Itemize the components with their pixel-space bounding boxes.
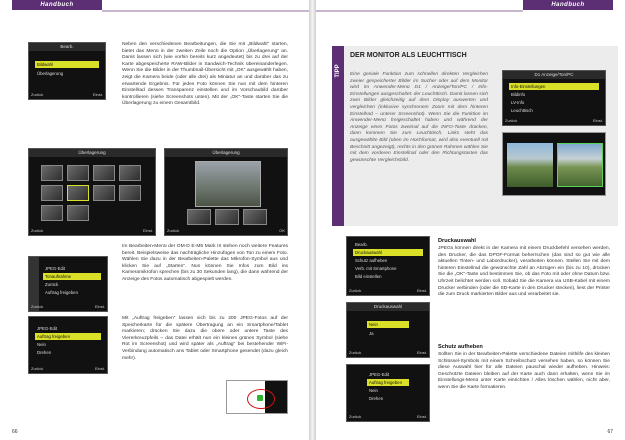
footer-set: Einst. xyxy=(94,304,105,309)
footer-back: Zurück xyxy=(31,228,44,233)
page-number: 66 xyxy=(12,429,18,435)
footer-back: Zurück xyxy=(167,228,180,233)
info-settings-screenshot xyxy=(502,70,606,126)
playback-screenshot xyxy=(226,380,288,414)
menu-row: Überlagerung xyxy=(37,71,64,76)
footer-set: Einst. xyxy=(92,92,103,97)
thumbnail xyxy=(215,209,239,225)
thumbnail xyxy=(243,209,267,225)
share-order-icon xyxy=(257,395,263,401)
screen-footer xyxy=(349,413,427,420)
menu-row: Drehen xyxy=(37,350,52,355)
screen-title: Druckauswahl xyxy=(347,303,429,311)
menu-row: JPEG-Edit xyxy=(37,326,58,331)
tip-box xyxy=(332,46,618,226)
menu-row: Auftrag freigeben xyxy=(367,379,409,386)
menu-row: Zurück xyxy=(45,282,59,287)
footer-back: Zurück xyxy=(31,92,44,97)
screen-footer xyxy=(31,365,105,372)
thumbnail xyxy=(93,165,115,181)
menu-row: Druckauswahl xyxy=(353,249,423,256)
share-order-screenshot xyxy=(28,316,108,374)
footer-set: Einst. xyxy=(592,118,603,123)
footer-back: Zurück xyxy=(31,366,44,371)
protect-screenshot xyxy=(346,364,430,422)
features-paragraph: Im Bearbeiten-Menü der OM-D E-M5 Mark III stehen noch weitere Features bereit. Beispielsweise das nachträgliche Hinzufügen von Ton zu einem Foto. Wählen Sie dazu in der Bearbeiten-Palette das Mikrofon-Symbol aus und klicken Sie auf „Starten“. Nun können Sie Infos zum Bild ins Kameramikrofon sprechen (bis zu 30 Sekunden lang), die dann während der Anzeige des Fotos automatisch abgespielt werden. xyxy=(122,244,288,282)
menu-row: Bildwahl xyxy=(35,61,99,68)
footer-back: Zurück xyxy=(349,350,362,355)
schutz-paragraph: Sollten Sie in der Bearbeiten-Palette verschiedene Dateien mithilfe des kleinen Schlüssel-Symbols mit einem Schreibschutz versehen haben, so können Sie diese Auswahl hier für alle Dateien pauschal wieder aufheben. Hinweis: Geschützte Dateien bleiben auf der Karte auch dann erhalten, wenn Sie im Einstellungs-Menü unter Karte einrichten / Alles löschen wählen, nicht aber, wenn Sie die Karte formatieren. xyxy=(438,352,610,390)
page-number: 67 xyxy=(607,429,613,435)
edit-palette-screenshot xyxy=(28,256,108,312)
thumbnail xyxy=(187,209,211,225)
menu-screenshot-bearbeiten xyxy=(28,42,106,100)
menu-row: Ja xyxy=(369,331,374,336)
footer-set: Einst. xyxy=(142,228,153,233)
tip-sidebar xyxy=(332,46,344,226)
menu-row: Nein xyxy=(369,388,378,393)
compare-photo-left xyxy=(507,143,553,187)
compare-photo-right xyxy=(557,143,603,187)
right-header-rule xyxy=(316,10,523,12)
menu-row: JPEG-Edit xyxy=(45,266,66,271)
menu-row: Auftrag freigeben xyxy=(45,290,78,295)
footer-set: Einst. xyxy=(416,350,427,355)
screen-footer xyxy=(31,91,103,98)
heading-druckauswahl: Druckauswahl xyxy=(438,238,476,244)
tip-label: TIPP xyxy=(335,64,341,78)
menu-row: Bearb. xyxy=(355,242,368,247)
footer-set: Einst. xyxy=(416,288,427,293)
menu-row: Leuchttisch xyxy=(511,108,533,113)
intro-paragraph: Neben den verschiedenen Bearbeitungen, die Sie mit „Bildwahl“ starten, bietet das Menü in der zweiten Zeile noch die Option „Überlagerung“ an. Damit lassen sich (wie vorhin bereits kurz angedeutet) bis zu drei auf der Karte abgespeicherte RAW-Bilder in Sandwich-Technik übereinanderlegen. Wenn Sie die Bilder in der Thumbnail-Übersicht mit „OK“ ausgewählt haben, zeigt die Kamera beide (oder alle drei) als Miniatur an und darüber das zu erwartende Ergebnis. Für jedes Foto können Sie nun mit dem hinteren Einstellrad dessen Transparenz einstellen und im Vorschaubild darüber kontrollieren (siehe Screenshots unten). Mit der „OK“-Taste starten Sie die Überlagerung zu einem Gesamtbild. xyxy=(122,42,288,107)
share-paragraph: Mit „Auftrag freigeben“ lassen sich bis zu 200 JPEG-Fotos auf der Speicherkarte für die spätere Übertragung an ein Smartphone/Tablet markieren; drücken Sie dazu die obere oder untere Taste des Viererkreuzpfeils – das Datei erhält nun ein kleines grünes Symbol (siehe Rot im Screenshot) und wird später als „Auftrag“ bei bestehender WiFi-Verbindung automatisch ans Tablet oder Smartphone gesendet (dazu gleich mehr). xyxy=(122,316,288,361)
left-header: Handbuch xyxy=(12,0,102,10)
screen-footer xyxy=(31,303,105,310)
screen-footer xyxy=(349,349,427,356)
thumbnail xyxy=(119,165,141,181)
screen-footer xyxy=(505,117,603,124)
footer-ok: OK xyxy=(279,228,285,233)
menu-row: Verb. mit Smartphone xyxy=(355,266,397,271)
menu-row: Drehen xyxy=(369,396,384,401)
screen-title: Überlagerung xyxy=(29,149,155,157)
right-header: Handbuch xyxy=(523,0,613,10)
menu-row: Auftrag freigeben xyxy=(35,333,101,340)
right-page xyxy=(316,0,625,440)
menu-row: Schutz aufheben xyxy=(355,258,388,263)
thumbnail xyxy=(67,205,89,221)
druck-paragraph: JPEGs können direkt in der Kamera mit einem Druckbefehl versehen werden, den Drucker, die das DPOF-Format beherrschen (das sind so gut wie alle aktuellen Tinten- und Labordrucker), verarbeiten können. Stellen Sie mit dem hinteren Einstellrad die gewünschte Zahl an Abzügen ein (bis zu 10), drücken Sie die „OK“-Taste und bestimmen Sie, ob das Foto mit oder ohne Datum bzw. Uhrzeit belichtet werden soll. Sobald Sie die Kamera via USB-Kabel mit einem Drucker verbinden (oder die SD-Karte in den Drucker stecken), liest der Printer die zum Druck markierten Bilder aus und verarbeitet sie. xyxy=(438,246,610,298)
book-gutter xyxy=(309,0,316,440)
thumbnail xyxy=(41,185,63,201)
menu-row: Bildinfo xyxy=(511,92,526,97)
screen-footer xyxy=(349,287,427,294)
screen-title: D1 Anzeige/Ton/PC xyxy=(503,71,605,79)
heading-schutz: Schutz aufheben xyxy=(438,344,483,350)
screen-title: Bearb. xyxy=(29,43,105,51)
footer-back: Zurück xyxy=(349,288,362,293)
menu-row: Info-Einstellungen xyxy=(509,83,599,90)
light-table-screenshot xyxy=(502,132,606,196)
menu-row: LV-Info xyxy=(511,100,525,105)
footer-back: Zurück xyxy=(31,304,44,309)
screen-title: Überlagerung xyxy=(165,149,287,157)
menu-row: Nein xyxy=(37,342,46,347)
menu-row: Nein xyxy=(367,321,409,328)
thumbnail xyxy=(41,165,63,181)
footer-set: Einst. xyxy=(94,366,105,371)
menu-row: Bild einstellen xyxy=(355,274,382,279)
menu-row: Tonaufnahme xyxy=(43,273,101,280)
thumbnail-selected xyxy=(67,185,89,201)
print-select-screenshot xyxy=(346,302,430,358)
screen-footer xyxy=(167,227,285,234)
footer-set: Einst. xyxy=(416,414,427,419)
footer-back: Zurück xyxy=(505,118,518,123)
tip-title: DER MONITOR ALS LEUCHTTISCH xyxy=(350,52,467,59)
overlay-screenshot-1 xyxy=(28,148,156,236)
overlay-screenshot-2 xyxy=(164,148,288,236)
thumbnail xyxy=(93,185,115,201)
footer-back: Zurück xyxy=(349,414,362,419)
left-page xyxy=(0,0,309,440)
left-header-rule xyxy=(102,10,309,12)
screen-footer xyxy=(31,227,153,234)
tip-text: Eine geniale Funktion zum schnellen direkten Vergleichen zweier gespeicherter Bilder im Sucher oder auf dem Monitor wird im Anwender-Menü D1 / Anzeige/Ton/PC / Info-Einstellungen ausgeschaltet: der Leuchttisch. Damit lassen sich zwei Bilder gleichzeitig auf dem Display auswerten und vergleichen (inklusive synchronem Zoom mit dem hinteren Einstellrad – unterer Screenshot). Wenn Sie die Funktion im Anwender-Menü freigeschaltet haben und während der Anzeige eines Fotos zweimal auf die INFO-Taste drücken, dann kommen Sie zum Leuchttisch. Links steht das ausgewählte Bild (oben im Hochformat, wird also eventuell mit Beschnitt angezeigt), rechts in den grünen Rahmen wählen Sie mit dem vorderen Einstellrad oder den Richtungstasten das gewünschte Vergleichsbild. xyxy=(350,72,488,163)
print-menu-screenshot xyxy=(346,236,430,296)
menu-row: JPEG-Edit xyxy=(369,372,390,377)
thumbnail xyxy=(41,205,63,221)
thumbnail xyxy=(67,165,89,181)
overlay-preview xyxy=(195,161,261,207)
thumbnail xyxy=(119,185,141,201)
